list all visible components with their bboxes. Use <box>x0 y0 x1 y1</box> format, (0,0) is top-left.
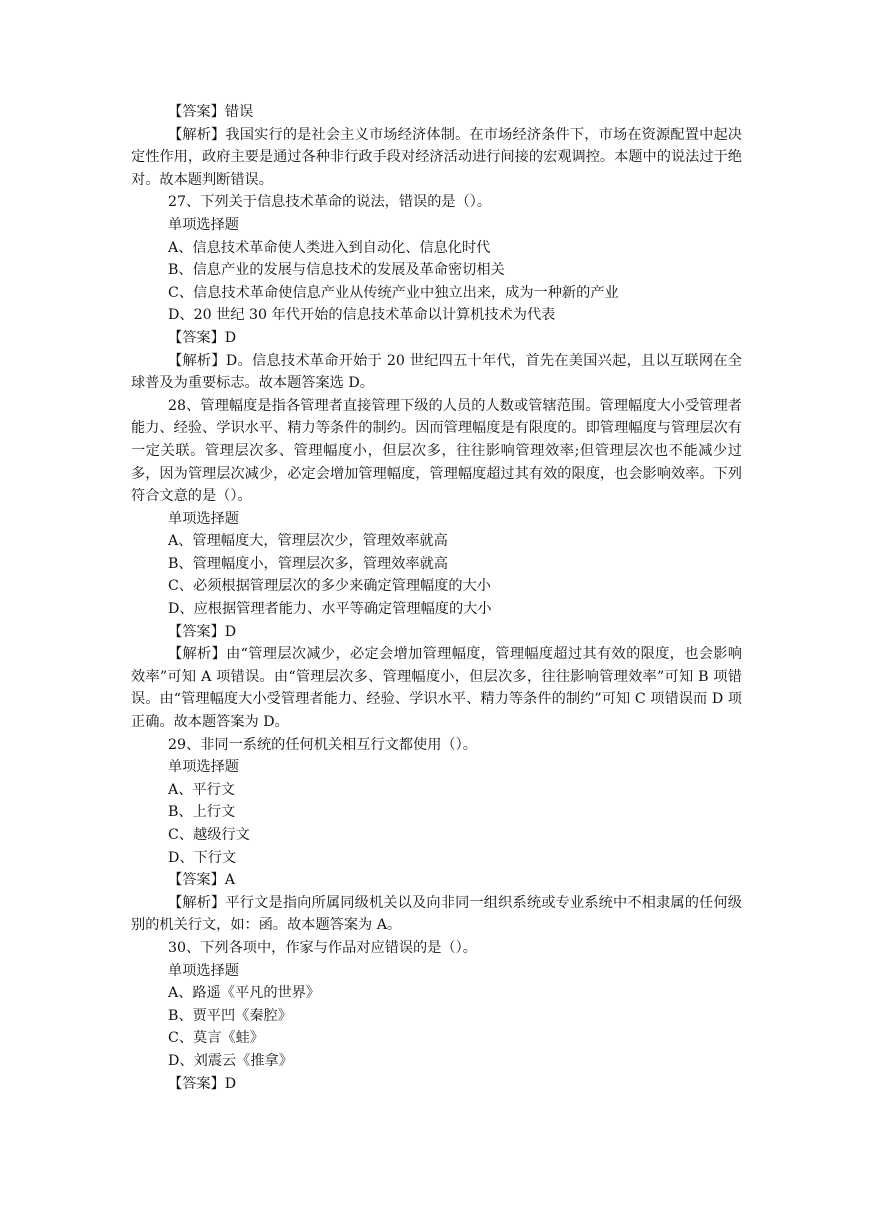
answer-line: 【答案】D <box>168 623 237 640</box>
option-a: A、管理幅度大，管理层次少，管理效率就高 <box>168 533 448 550</box>
option-b: B、管理幅度小，管理层次多，管理效率就高 <box>168 555 448 572</box>
option-b: B、贾平凹《秦腔》 <box>168 1007 292 1024</box>
option-c: C、信息技术革命使信息产业从传统产业中独立出来，成为一种新的产业 <box>168 284 619 301</box>
question-type-label: 单项选择题 <box>168 759 239 776</box>
option-d: D、刘震云《推拿》 <box>168 1052 293 1069</box>
analysis-paragraph: 【解析】由“管理层次减少，必定会增加管理幅度，管理幅度超过其有效的限度，也会影响效率”可知 A 项错误。由“管理层次多、管理幅度小，但层次多，往往影响管理效率”可知 B 项错误。由“管理幅度大小受管理者能力、经验、学识水平、精力等条件的制约”可知 C 项错误而 D 项正确。故本题答案为 D。 <box>131 646 742 731</box>
option-d: D、20 世纪 30 年代开始的信息技术革命以计算机技术为代表 <box>168 307 556 324</box>
answer-line: 【答案】错误 <box>168 104 254 120</box>
answer-line: 【答案】A <box>168 872 235 889</box>
option-c: C、越级行文 <box>168 827 250 843</box>
option-d: D、下行文 <box>168 849 237 866</box>
analysis-paragraph: 【解析】平行文是指向所属同级机关以及向非同一组织系统或专业系统中不相隶属的任何级别的机关行文，如：函。故本题答案为 A。 <box>131 894 742 934</box>
question-27-stem: 27、下列关于信息技术革命的说法，错误的是（）。 <box>168 194 492 211</box>
question-28-stem: 28、管理幅度是指各管理者直接管理下级的人员的人数或管辖范围。管理幅度大小受管理者能力、经验、学识水平、精力等条件的制约。因而管理幅度是有限度的。即管理幅度与管理层次有一定关联。管理层次多、管理幅度小，但层次多，往往影响管理效率;但管理层次也不能减少过多，因为管理层次减少，必定会增加管理幅度，管理幅度超过其有效的限度，也会影响效率。下列符合文意的是（）。 <box>131 397 742 505</box>
option-d: D、应根据管理者能力、水平等确定管理幅度的大小 <box>168 601 492 618</box>
answer-line: 【答案】D <box>168 329 237 346</box>
option-b: B、信息产业的发展与信息技术的发展及革命密切相关 <box>168 262 505 279</box>
option-c: C、莫言《蛙》 <box>168 1030 264 1047</box>
option-a: A、平行文 <box>168 781 235 798</box>
question-type-label: 单项选择题 <box>168 510 239 527</box>
option-a: A、路遥《平凡的世界》 <box>168 985 321 1002</box>
option-b: B、上行文 <box>168 804 236 821</box>
question-29-stem: 29、非同一系统的任何机关相互行文都使用（）。 <box>168 736 477 753</box>
option-c: C、必须根据管理层次的多少来确定管理幅度的大小 <box>168 578 491 595</box>
analysis-paragraph: 【解析】我国实行的是社会主义市场经济体制。在市场经济条件下，市场在资源配置中起决定性作用，政府主要是通过各种非行政手段对经济活动进行间接的宏观调控。本题中的说法过于绝对。故本题判断错误。 <box>131 126 742 188</box>
document-page <box>131 101 742 1095</box>
question-30-stem: 30、下列各项中，作家与作品对应错误的是（）。 <box>168 939 477 956</box>
analysis-paragraph: 【解析】D。信息技术革命开始于 20 世纪四五十年代，首先在美国兴起，且以互联网在全球普及为重要标志。故本题答案选 D。 <box>131 352 742 392</box>
answer-line: 【答案】D <box>168 1075 237 1092</box>
question-type-label: 单项选择题 <box>168 216 239 233</box>
option-a: A、信息技术革命使人类进入到自动化、信息化时代 <box>168 239 491 256</box>
question-type-label: 单项选择题 <box>168 962 239 979</box>
